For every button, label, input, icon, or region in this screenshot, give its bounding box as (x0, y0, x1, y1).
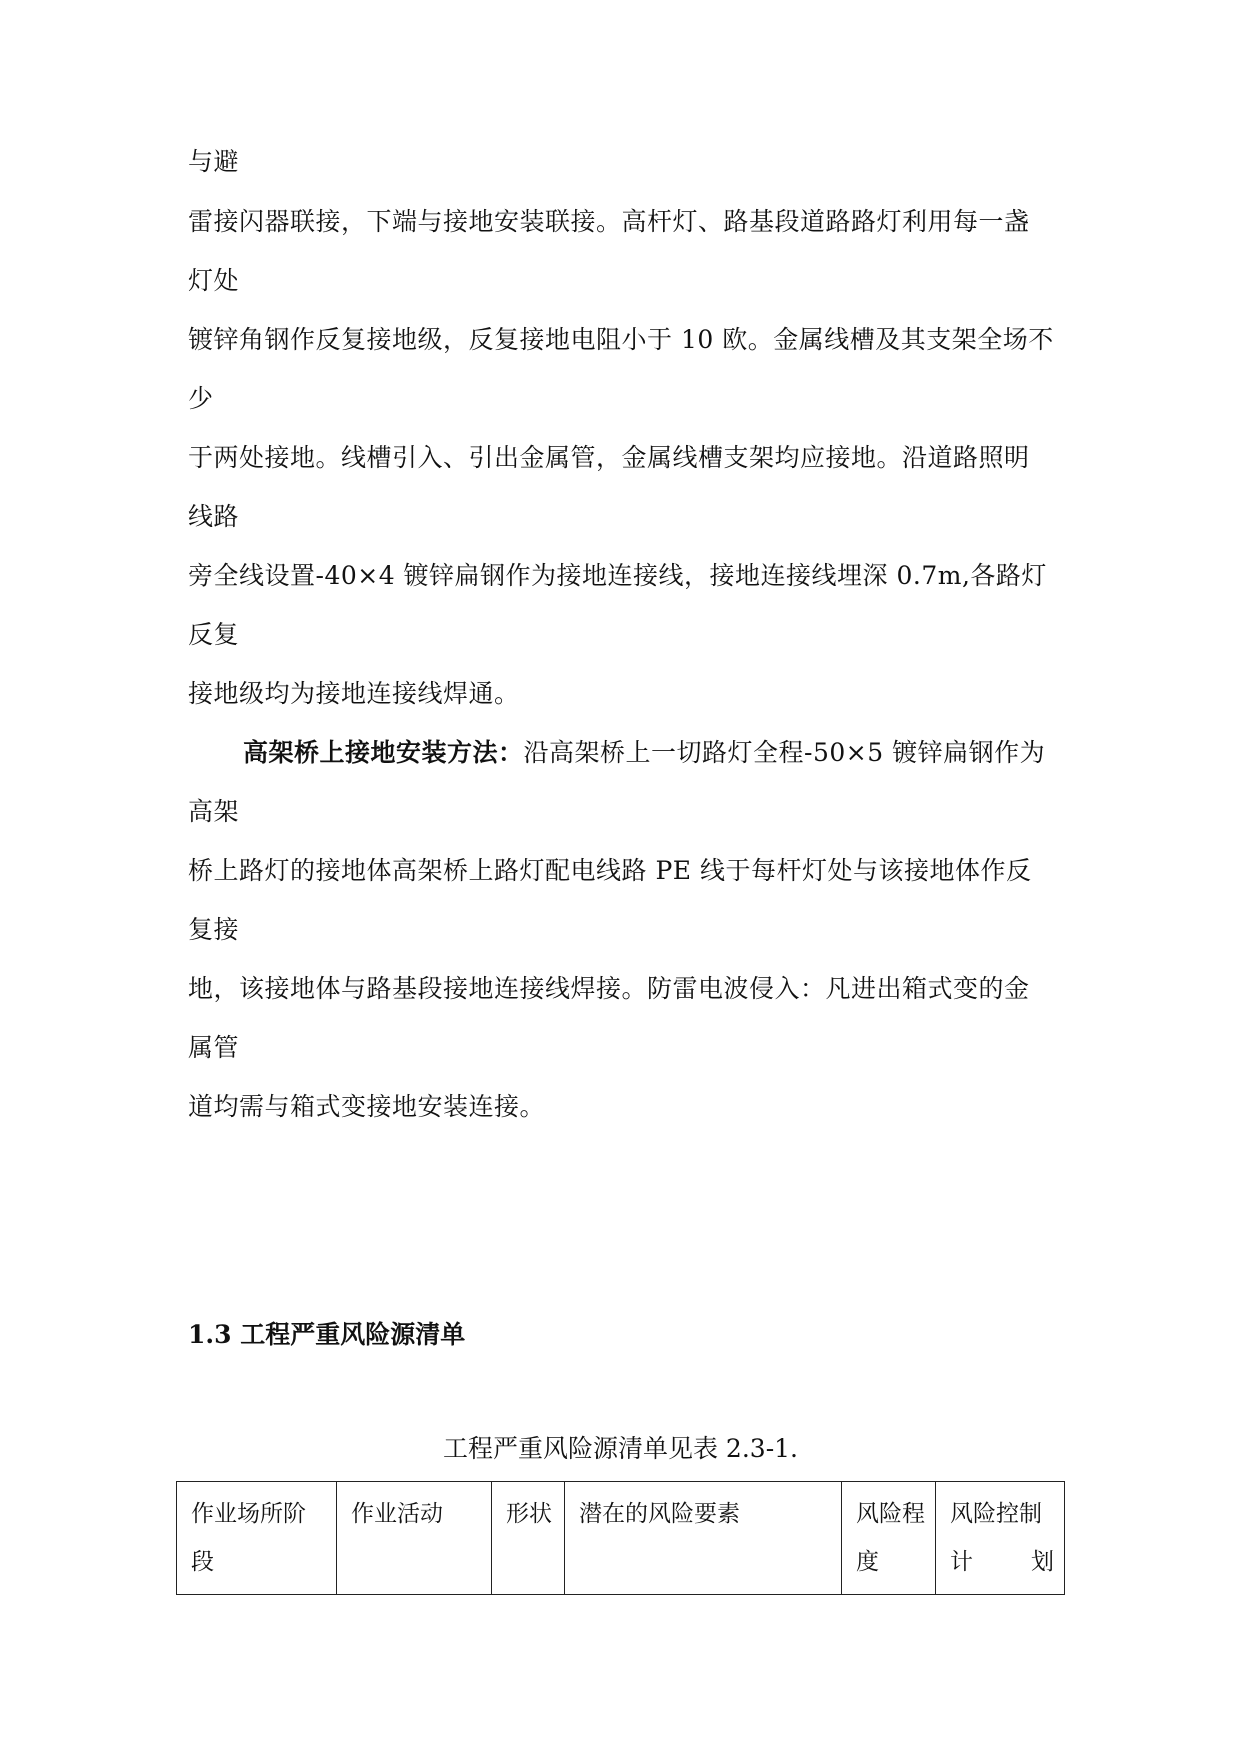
text-line: 灯处 (188, 266, 240, 295)
text-line: 与避 (188, 147, 240, 176)
text-line: 道均需与箱式变接地安装连接。 (188, 1092, 546, 1121)
text-line: 雷接闪器联接，下端与接地安装联接。高杆灯、路基段道路路灯利用每一盏 (188, 207, 1030, 236)
text-line (243, 738, 1045, 768)
risk-source-table (176, 1481, 1065, 1595)
text-line: 桥上路灯的接地体高架桥上路灯配电线路 PE 线于每杆灯处与该接地体作反 (188, 856, 1032, 885)
header-risk-level: 风险程度 (842, 1482, 936, 1595)
text-line: 于两处接地。线槽引入、引出金属管，金属线槽支架均应接地。沿道路照明 (188, 443, 1030, 472)
header-risk-control-plan: 风险控制计划 (936, 1482, 1065, 1595)
text-line: 接地级均为接地连接线焊通。 (188, 679, 520, 708)
table-header-row (177, 1482, 1065, 1595)
header-potential-risk-factors: 潜在的风险要素 (565, 1482, 842, 1595)
header-shape: 形状 (492, 1482, 565, 1595)
text-line: 高架 (188, 797, 240, 826)
text-line: 复接 (188, 915, 240, 944)
table-caption: 工程严重风险源清单见表 2.3-1. (442, 1434, 798, 1463)
text-line: 镀锌角钢作反复接地级，反复接地电阻小于 10 欧。金属线槽及其支架全场不 (188, 325, 1054, 354)
text-line: 地，该接地体与路基段接地连接线焊接。防雷电波侵入：凡进出箱式变的金 (188, 974, 1030, 1003)
header-work-site-stage: 作业场所阶段 (177, 1482, 337, 1595)
text-line: 线路 (188, 502, 240, 531)
paragraph-lead: 高架桥上接地安装方法： (243, 738, 524, 767)
text-line: 旁全线设置-40×4 镀锌扁钢作为接地连接线，接地连接线埋深 0.7m,各路灯 (188, 561, 1047, 590)
text-line: 反复 (188, 620, 240, 649)
header-work-activity: 作业活动 (337, 1482, 492, 1595)
text-line: 属管 (188, 1033, 240, 1062)
section-heading: 1.3 工程严重风险源清单 (188, 1320, 466, 1349)
text-line: 少 (188, 384, 214, 413)
paragraph-text: 沿高架桥上一切路灯全程-50×5 镀锌扁钢作为 (523, 738, 1046, 767)
